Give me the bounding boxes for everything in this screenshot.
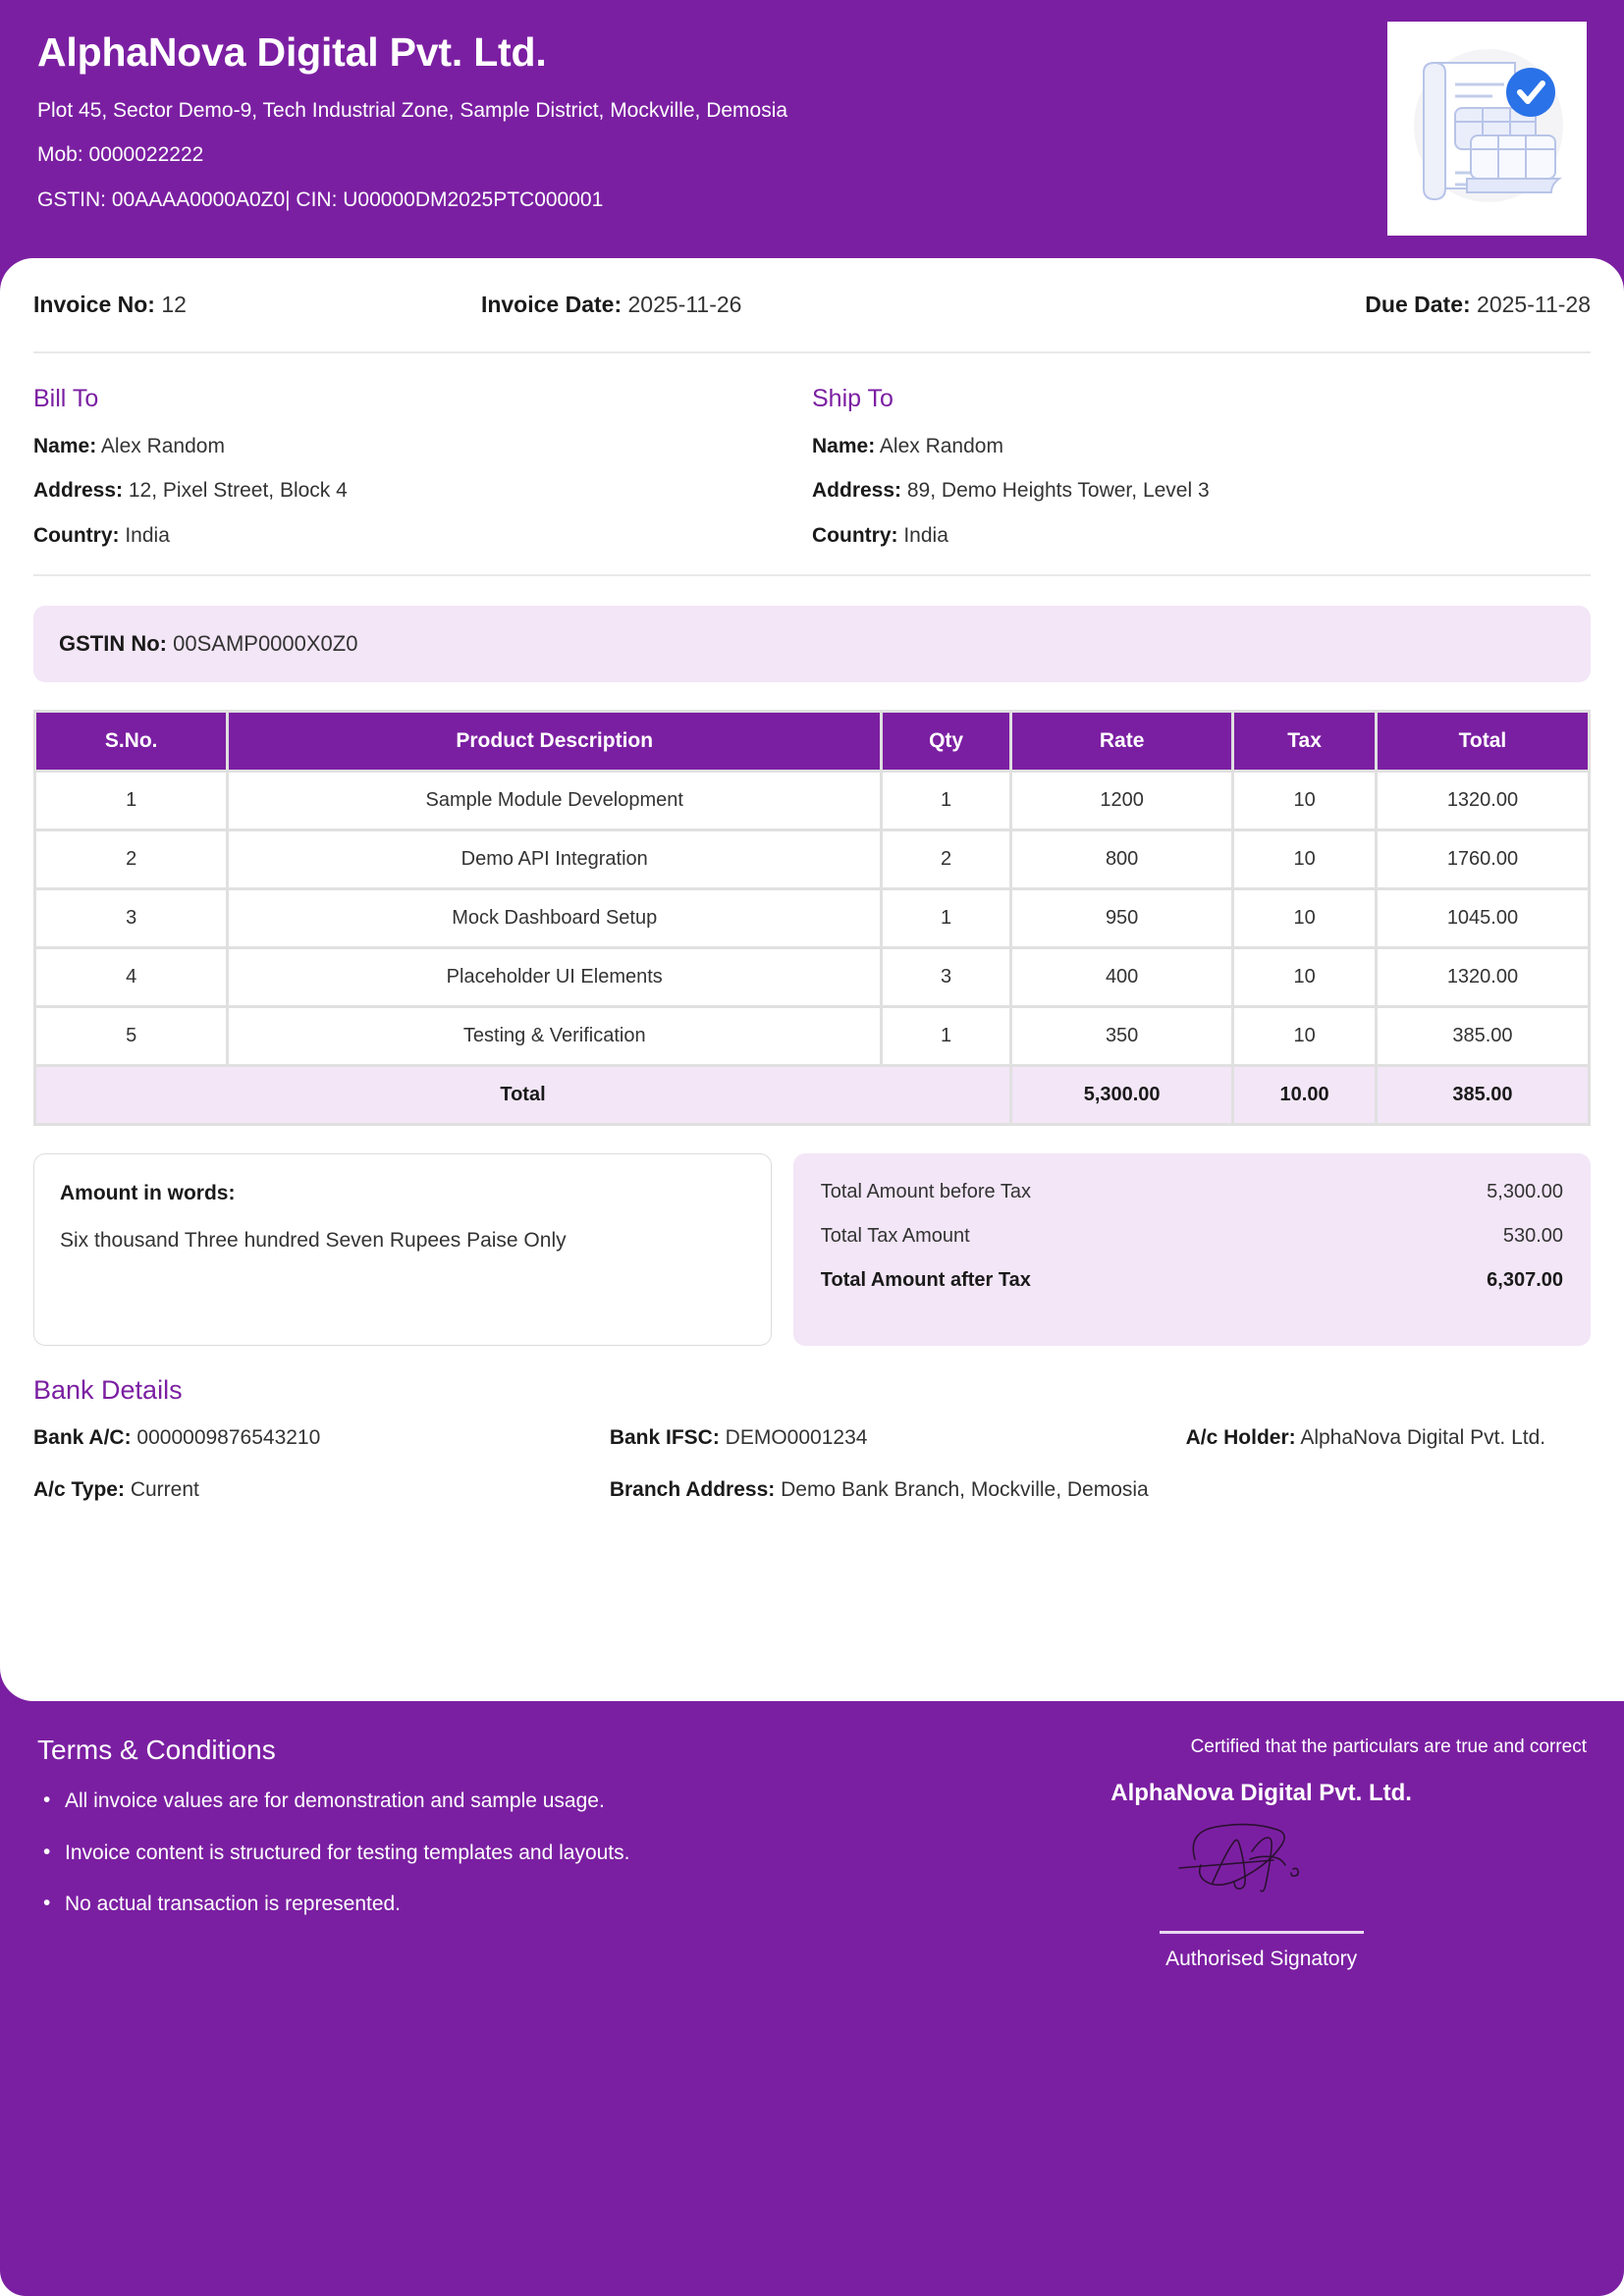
cell-desc: Testing & Verification — [229, 1008, 880, 1064]
invoice-verified-icon — [1394, 27, 1581, 230]
table-row — [36, 949, 1588, 1005]
authorised-signatory-label: Authorised Signatory — [1165, 1948, 1358, 1971]
table-total-row — [36, 1067, 1588, 1123]
invoice-body-card — [0, 258, 1624, 1701]
invoice-number — [33, 292, 187, 318]
invoice-meta-row — [33, 292, 1591, 353]
cell-total: 1045.00 — [1378, 890, 1588, 946]
cell-rate: 1200 — [1012, 773, 1231, 828]
cell-qty: 3 — [883, 949, 1009, 1005]
terms-item: • Invoice content is structured for testing templates and layouts. — [37, 1840, 936, 1867]
amount-in-words-text: Six thousand Three hundred Seven Rupees Paise Only — [60, 1229, 567, 1253]
due-date-value: 2025-11-28 — [1477, 292, 1591, 318]
cell-total: 1320.00 — [1378, 949, 1588, 1005]
ship-to-country-value: India — [903, 523, 948, 547]
bank-details-title: Bank Details — [33, 1375, 183, 1406]
total-row-rate: 5,300.00 — [1012, 1067, 1231, 1123]
cell-total: 1320.00 — [1378, 773, 1588, 828]
bank-ifsc-label: Bank IFSC: — [609, 1426, 720, 1450]
cell-desc: Placeholder UI Elements — [229, 949, 880, 1005]
total-after-tax-row — [821, 1269, 1563, 1292]
total-before-tax-label: Total Amount before Tax — [820, 1181, 1031, 1203]
ship-to-name-label: Name: — [812, 435, 876, 458]
col-header-qty: Qty — [883, 713, 1009, 770]
bill-to-country-value: India — [125, 523, 170, 547]
invoice-date — [481, 292, 742, 318]
bank-account-value: 0000009876543210 — [136, 1426, 321, 1450]
bank-ifsc — [610, 1423, 1186, 1453]
bank-holder-value: AlphaNova Digital Pvt. Ltd. — [1300, 1426, 1546, 1450]
terms-block — [37, 1735, 936, 1971]
cell-rate: 950 — [1012, 890, 1231, 946]
cell-desc: Sample Module Development — [229, 773, 880, 828]
total-after-tax-label: Total Amount after Tax — [820, 1269, 1031, 1292]
bill-to-country — [33, 522, 783, 549]
cell-rate: 800 — [1012, 831, 1231, 887]
cell-total: 385.00 — [1378, 1008, 1588, 1064]
summary-section — [33, 1153, 1591, 1346]
bill-to-address-value: 12, Pixel Street, Block 4 — [128, 479, 348, 503]
col-header-sno: S.No. — [36, 713, 226, 770]
invoice-date-value: 2025-11-26 — [627, 292, 742, 318]
cell-tax: 10 — [1234, 890, 1375, 946]
total-row-label: Total — [36, 1067, 1009, 1123]
bank-type-label: A/c Type: — [33, 1477, 125, 1501]
invoice-header — [0, 0, 1624, 258]
parties-section — [33, 353, 1591, 576]
ship-to-country-label: Country: — [812, 523, 898, 547]
total-before-tax-value: 5,300.00 — [1487, 1181, 1563, 1203]
line-items-table — [33, 710, 1591, 1126]
cell-tax: 10 — [1234, 1008, 1375, 1064]
total-row-total: 385.00 — [1378, 1067, 1588, 1123]
total-after-tax-value: 6,307.00 — [1487, 1269, 1563, 1292]
cell-sno: 2 — [36, 831, 226, 887]
signature-block — [936, 1735, 1587, 1971]
table-row — [36, 890, 1588, 946]
ship-to-country — [812, 522, 1561, 549]
cell-qty: 2 — [883, 831, 1009, 887]
cell-tax: 10 — [1234, 831, 1375, 887]
total-tax-value: 530.00 — [1502, 1225, 1563, 1248]
certification-text: Certified that the particulars are true and correct — [1190, 1736, 1587, 1758]
amount-in-words-box — [33, 1153, 772, 1346]
totals-box — [793, 1153, 1591, 1346]
company-address: Plot 45, Sector Demo-9, Tech Industrial Zone, Sample District, Mockville, Demosia — [37, 99, 788, 123]
invoice-footer — [0, 1701, 1624, 1971]
total-before-tax-row — [821, 1181, 1563, 1203]
signature-line — [1160, 1931, 1364, 1934]
terms-item: • No actual transaction is represented. — [37, 1891, 936, 1918]
bank-grid-spacer — [1186, 1475, 1591, 1505]
bank-details-grid — [33, 1423, 1591, 1505]
handwritten-signature-icon — [936, 1813, 1587, 1923]
cell-rate: 350 — [1012, 1008, 1231, 1064]
bill-to-address-label: Address: — [33, 479, 124, 503]
table-row — [36, 1008, 1588, 1064]
gstin-bar — [33, 606, 1591, 682]
gstin-label: GSTIN No: — [59, 631, 167, 657]
bank-branch — [610, 1475, 1186, 1505]
invoice-number-value: 12 — [161, 292, 187, 318]
ship-to-address-label: Address: — [812, 479, 902, 503]
due-date — [1365, 292, 1591, 318]
table-row — [36, 773, 1588, 828]
bank-type — [33, 1475, 610, 1505]
amount-in-words-title: Amount in words: — [60, 1182, 236, 1205]
company-gstin-cin: GSTIN: 00AAAA0000A0Z0| CIN: U00000DM2025PTC000001 — [37, 187, 604, 211]
cell-qty: 1 — [883, 773, 1009, 828]
total-tax-label: Total Tax Amount — [820, 1225, 970, 1248]
company-logo — [1387, 22, 1587, 236]
total-tax-row — [821, 1225, 1563, 1248]
col-header-rate: Rate — [1012, 713, 1231, 770]
bank-holder — [1186, 1423, 1591, 1453]
bill-to-address — [33, 477, 783, 504]
cell-qty: 1 — [883, 890, 1009, 946]
invoice-number-label: Invoice No: — [33, 292, 155, 318]
invoice-date-label: Invoice Date: — [480, 292, 623, 318]
cell-total: 1760.00 — [1378, 831, 1588, 887]
cell-sno: 1 — [36, 773, 226, 828]
cell-sno: 5 — [36, 1008, 226, 1064]
col-header-tax: Tax — [1234, 713, 1375, 770]
terms-item: • All invoice values are for demonstration and sample usage. — [37, 1788, 936, 1815]
cell-desc: Mock Dashboard Setup — [229, 890, 880, 946]
signature-company-name: AlphaNova Digital Pvt. Ltd. — [1110, 1780, 1412, 1807]
col-header-desc: Product Description — [229, 713, 880, 770]
ship-to-title: Ship To — [812, 385, 893, 413]
bank-type-value: Current — [130, 1477, 199, 1501]
bank-ifsc-value: DEMO0001234 — [725, 1426, 868, 1450]
due-date-label: Due Date: — [1365, 292, 1471, 318]
cell-sno: 4 — [36, 949, 226, 1005]
bank-holder-label: A/c Holder: — [1185, 1426, 1296, 1450]
bill-to-name — [33, 433, 783, 459]
gstin-value: 00SAMP0000X0Z0 — [173, 631, 358, 657]
company-mobile: Mob: 0000022222 — [37, 143, 204, 167]
bill-to-name-value: Alex Random — [100, 435, 225, 458]
bank-account-label: Bank A/C: — [33, 1426, 132, 1450]
bill-to-country-label: Country: — [33, 523, 120, 547]
bank-branch-value: Demo Bank Branch, Mockville, Demosia — [781, 1477, 1149, 1501]
cell-rate: 400 — [1012, 949, 1231, 1005]
table-header-row — [36, 713, 1588, 770]
col-header-total: Total — [1378, 713, 1588, 770]
bank-account — [33, 1423, 610, 1453]
terms-title: Terms & Conditions — [37, 1735, 276, 1766]
cell-tax: 10 — [1234, 773, 1375, 828]
terms-list — [37, 1788, 936, 1918]
cell-qty: 1 — [883, 1008, 1009, 1064]
ship-to-address — [812, 477, 1561, 504]
total-row-tax: 10.00 — [1234, 1067, 1375, 1123]
table-row — [36, 831, 1588, 887]
company-name: AlphaNova Digital Pvt. Ltd. — [37, 29, 547, 75]
ship-to-name — [812, 433, 1561, 459]
ship-to-address-value: 89, Demo Heights Tower, Level 3 — [906, 479, 1210, 503]
bank-branch-label: Branch Address: — [609, 1477, 776, 1501]
ship-to-block — [812, 385, 1591, 549]
cell-tax: 10 — [1234, 949, 1375, 1005]
bill-to-title: Bill To — [33, 385, 99, 413]
ship-to-name-value: Alex Random — [879, 435, 1003, 458]
bill-to-block — [33, 385, 812, 549]
cell-sno: 3 — [36, 890, 226, 946]
cell-desc: Demo API Integration — [229, 831, 880, 887]
bill-to-name-label: Name: — [33, 435, 97, 458]
